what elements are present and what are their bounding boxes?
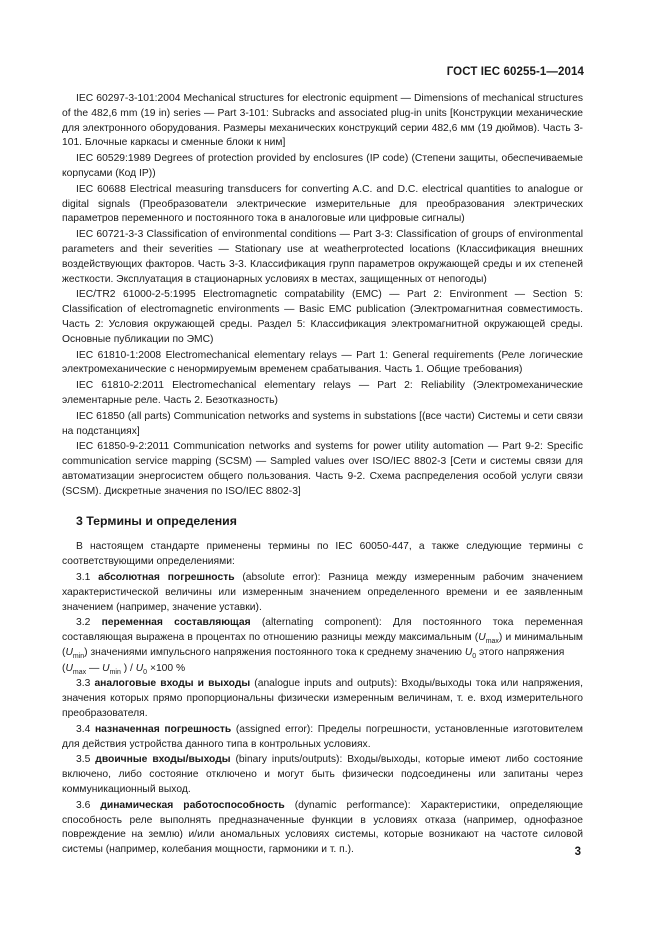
symbol-u: U — [464, 646, 473, 658]
term-definition: (absolute error): Разница между измеренным рабочим значением характеристической величины или измеренным значением определенного времени и ее заявленным значением (например, значение уставки). — [62, 571, 583, 613]
term-name: двоичные входы/выходы — [95, 754, 231, 766]
term-definition-part: ) значениями импульсного напряжения постоянного тока к среднему значению — [84, 646, 465, 658]
term-3-2 — [62, 616, 583, 660]
document-code-header: ГОСТ IEC 60255-1—2014 — [446, 66, 584, 78]
term-number: 3.1 — [76, 571, 91, 583]
formula-part: — — [86, 662, 103, 674]
reference-iec-61810-2: IEC 61810-2:2011 Electromechanical elementary relays — Part 2: Reliability (Электромеханические элементарные реле. Часть 2. Безотказность) — [62, 380, 583, 406]
section-title: 3 Термины и определения — [76, 513, 237, 528]
subscript-zero: 0 — [472, 652, 477, 660]
subscript-zero: 0 — [143, 668, 148, 676]
formula-part: ( — [62, 662, 66, 674]
term-name: динамическая работоспособность — [100, 799, 285, 811]
subscript-max: max — [485, 638, 499, 646]
reference-iec-60721: IEC 60721-3-3 Classification of environmental conditions — Part 3-3: Classification of groups of environmental parameters and their severities — Stationary use at weatherprotected locations (Классификация внешних воздействующих факторов. Часть 3-3. Классификация групп параметров окружающей среды и их степеней жесткости. Эксплуатация в стационарных условиях в местах, защищенных от непогоды) — [62, 229, 583, 285]
term-3-3 — [62, 677, 583, 721]
term-number: 3.6 — [76, 799, 91, 811]
term-number: 3.5 — [76, 754, 91, 766]
term-name: аналоговые входы и выходы — [94, 678, 251, 690]
reference-iec-61850: IEC 61850 (all parts) Communication networks and systems in substations [(все части) Системы и сети связи на подстанциях] — [62, 410, 583, 437]
formula-part: ×100 % — [147, 662, 186, 674]
reference-iec-61000: IEC/TR2 61000-2-5:1995 Electromagnetic compatability (EMC) — Part 2: Environment — Section 5: Classification of electromagnetic environments — Basic EMC publication (Электромагнитная совместимость. Часть 2: Условия окружающей среды. Раздел 5: Классификация электромагнитной окружающей среды. Основные публикации по ЭМС) — [62, 289, 583, 345]
section-intro: В настоящем стандарте применены термины по IEC 60050-447, а также следующие термины с соответствующими определениями: — [62, 541, 583, 568]
term-number: 3.2 — [76, 617, 91, 629]
term-name: переменная составляющая — [101, 617, 251, 629]
symbol-u: U — [478, 632, 486, 644]
term-name: назначенная погрешность — [94, 723, 232, 735]
symbol-u: U — [65, 662, 73, 674]
reference-iec-61850-9-2: IEC 61850-9-2:2011 Communication networks and systems for power utility automation — Part 9-2: Specific communication service mapping (SCSM) — Sampled values over ISO/IEC 8802-3 [Сети и системы связи для автоматизации энергосистем общего пользования. Часть 9-2. Схема распределения особой услуги связи (SCSM). Дискретные значения по ISO/IEC 8802-3] — [62, 441, 583, 497]
reference-iec-60688: IEC 60688 Electrical measuring transducers for converting A.C. and D.C. electrical quantities to analogue or digital signals (Преобразователи электрические измерительные для преобразования электрических параметров переменного и постоянного тока в аналоговые или цифровые сигналы) — [62, 183, 583, 225]
term-definition: (assigned error): Пределы погрешности, установленные изготовителем для действия устройства данного типа в контрольных условиях. — [62, 723, 583, 750]
symbol-u: U — [102, 662, 110, 674]
symbol-u: U — [65, 646, 73, 658]
subscript-min: min — [72, 652, 85, 660]
term-3-1 — [62, 571, 583, 615]
reference-iec-60529: IEC 60529:1989 Degrees of protection provided by enclosures (IP code) (Степени защиты, обеспечиваемые корпусами (Код IP)) — [62, 153, 583, 179]
term-definition-part: этого напряжения — [476, 646, 565, 658]
term-number: 3.3 — [76, 678, 91, 690]
term-3-4 — [62, 723, 583, 753]
term-definition: (binary inputs/outputs): Входы/выходы, которые имеют либо состояние включено, либо состояние отключено и могут быть физически подсоединены или запитаны через коммуникационный выход. — [62, 754, 583, 796]
term-definition: (dynamic performance): Характеристики, определяющие способность реле выполнять предназначенные функции в условиях отказа (например, однофазное повреждение на землю) и/или аномальных условиях системы, которые возникают на частоте силовой системы (например, колебания мощности, гармоники и т. п.). — [62, 799, 583, 856]
page-number: 3 — [574, 846, 581, 858]
symbol-u: U — [135, 662, 144, 674]
subscript-min: min — [109, 668, 121, 676]
term-number: 3.4 — [76, 723, 91, 735]
term-definition: (analogue inputs and outputs): Входы/выходы тока или напряжения, значения которых прямо пропорциональны физически измеренным величинам, т. е. вход измерительного преобразователя. — [62, 678, 583, 720]
term-3-6 — [62, 799, 583, 858]
reference-iec-60297: IEC 60297-3-101:2004 Mechanical structures for electronic equipment — Dimensions of mechanical structures of the 482,6 mm (19 in) series — Part 3-101: Subracks and associated plug-in units [Конструкции механические для электронного оборудования. Размеры механических конструкций серии 482,6 мм (19 дюймов). Часть 3-101. Блочные каркасы и сменные блоки к ним] — [62, 93, 583, 149]
reference-iec-61810-1: IEC 61810-1:2008 Electromechanical elementary relays — Part 1: General requirements (Реле логические электромеханические с ненормируемым временем срабатывания. Часть 1. Общие требования) — [62, 349, 583, 376]
page-body — [62, 92, 583, 858]
formula-part: ) / — [120, 662, 136, 674]
ripple-formula — [62, 662, 583, 677]
term-definition-part: (alternating component): Для постоянного тока переменная составляющая выражена в процентах по отношению разницы между максимальным ( — [62, 617, 583, 644]
term-definition-part: ) и минимальным ( — [62, 632, 583, 658]
subscript-max: max — [72, 668, 87, 676]
term-name: абсолютная погрешность — [98, 571, 235, 583]
term-3-5 — [62, 753, 583, 797]
